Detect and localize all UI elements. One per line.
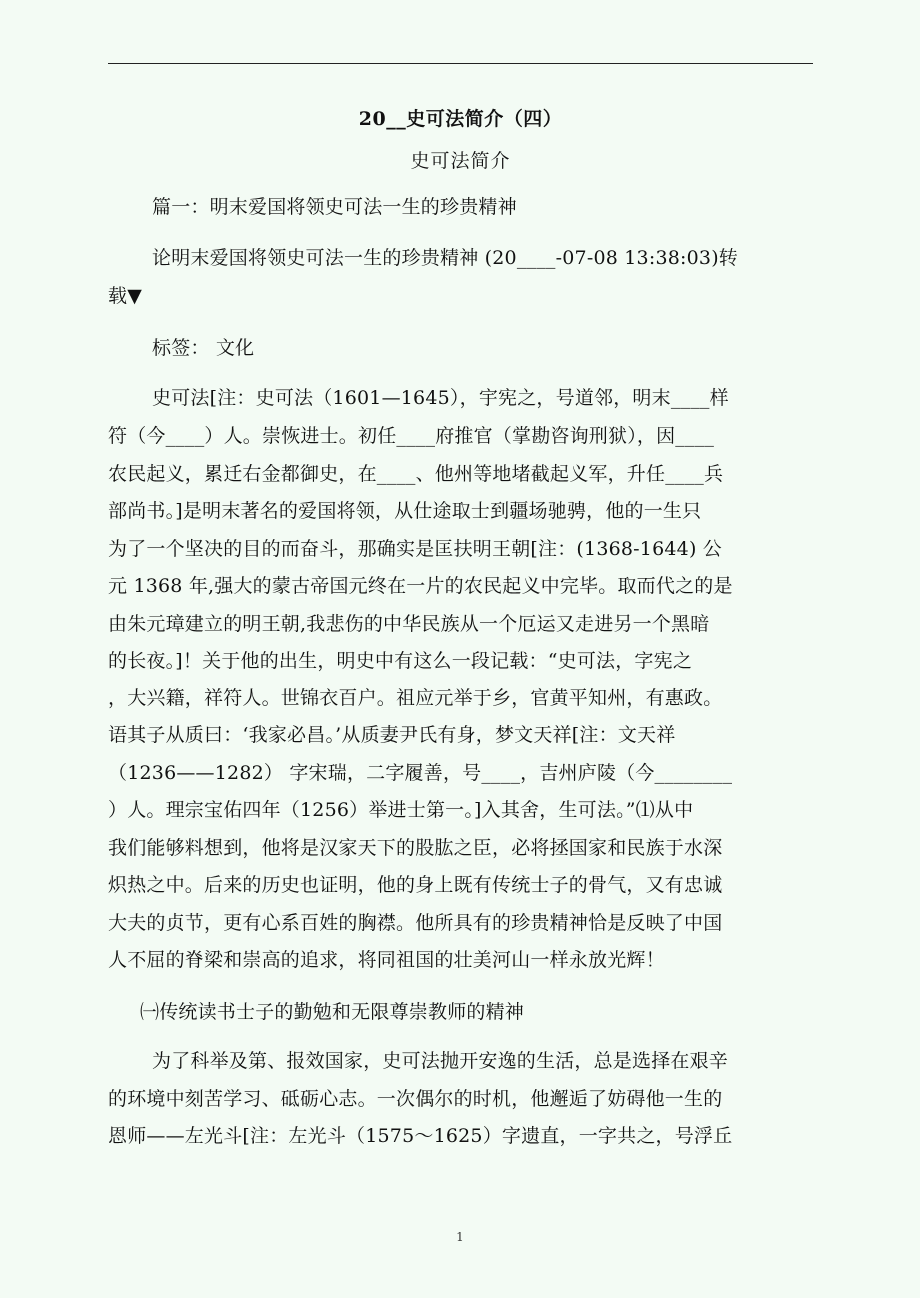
paragraph-line: 部尚书。]是明末著名的爱国将领，从仕途取士到疆场驰骋，他的一生只	[108, 500, 702, 522]
page-number: 1	[456, 1230, 464, 1244]
tags-line: 标签： 文化	[152, 337, 255, 359]
article-title-line: 论明末爱国将领史可法一生的珍贵精神 (20____-07-08 13:38:03)转	[152, 247, 739, 269]
paragraph-line: 大夫的贞节，更有心系百姓的胸襟。他所具有的珍贵精神恰是反映了中国	[108, 912, 723, 934]
paragraph-line: 语其子从质曰：‘我家必昌。’从质妻尹氏有身，梦文天祥[注：文天祥	[108, 724, 676, 746]
paragraph-line: 人不屈的脊梁和崇高的追求，将同祖国的壮美河山一样永放光辉！	[108, 949, 665, 971]
paragraph-line: 元 1368 年,强大的蒙古帝国元终在一片的农民起义中完毕。取而代之的是	[108, 575, 733, 597]
header-rule	[108, 63, 813, 64]
paragraph-line: 为了科举及第、报效国家，史可法抛开安逸的生活，总是选择在艰辛	[152, 1050, 729, 1072]
document-title: 20__史可法简介（四）	[358, 108, 563, 130]
paragraph-line: ）人。理宗宝佑四年（1256）举进士第一。]入其舍，生可法。”⑴从中	[108, 799, 694, 821]
subsection-heading: ㈠传统读书士子的勤勉和无限尊崇教师的精神	[140, 1001, 525, 1023]
paragraph-line: 的环境中刻苦学习、砥砺心志。一次偶尔的时机，他邂逅了妨碍他一生的	[108, 1088, 723, 1110]
section-heading: 篇一：明末爱国将领史可法一生的珍贵精神	[152, 196, 517, 218]
paragraph-line: 的长夜。]！关于他的出生，明史中有这么一段记载：“史可法，字宪之	[108, 650, 693, 672]
paragraph-line: 炽热之中。后来的历史也证明，他的身上既有传统士子的骨气，又有忠诚	[108, 874, 723, 896]
paragraph-line: 由朱元璋建立的明王朝,我悲伤的中华民族从一个厄运又走进另一个黑暗	[108, 613, 710, 635]
paragraph-line: 为了一个坚决的目的而奋斗，那确实是匡扶明王朝[注：(1368-1644) 公	[108, 538, 723, 560]
paragraph-line: 农民起义，累迁右金都御史，在____、他州等地堵截起义军，升任____兵	[108, 463, 724, 485]
article-title-line: 载▼	[108, 285, 143, 307]
paragraph-line: 符（今____）人。崇恢进士。初任____府推官（掌勘咨询刑狱），因____	[108, 425, 715, 447]
paragraph-line: （1236——1282） 字宋瑞，二字履善，号____，吉州庐陵（今________	[108, 762, 733, 784]
paragraph-line: 恩师——左光斗[注：左光斗（1575～1625）字遗直，一字共之，号浮丘	[108, 1125, 733, 1147]
paragraph-line: ，大兴籍，祥符人。世锦衣百户。祖应元举于乡，官黄平知州，有惠政。	[108, 687, 723, 709]
paragraph-line: 史可法[注：史可法（1601—1645），宇宪之，号道邻，明末____样	[152, 387, 729, 409]
paragraph-line: 我们能够料想到，他将是汉家天下的股肱之臣，必将拯国家和民族于水深	[108, 837, 723, 859]
document-subtitle: 史可法简介	[410, 150, 511, 172]
